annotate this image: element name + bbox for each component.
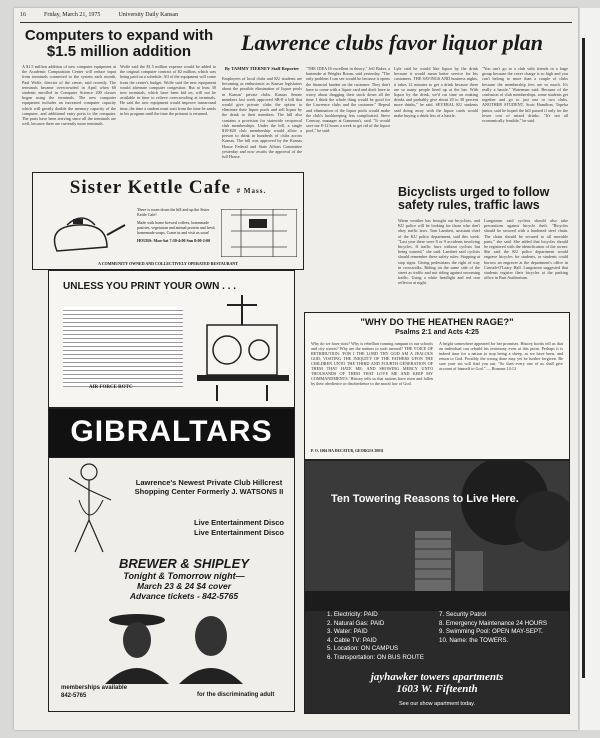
lawrence-byline: By TAMMY TIERNEY Staff Reporter	[224, 66, 300, 71]
kettle-illustration-icon	[37, 207, 133, 261]
gibraltars-club-ad	[48, 456, 295, 712]
towers-headline: Ten Towering Reasons to Live Here.	[331, 493, 519, 505]
reason-1: 1. Electricity: PAID	[327, 611, 378, 618]
heathen-verse: Psalms 2:1 and Acts 4:25	[395, 329, 479, 336]
sister-kettle-text	[137, 207, 217, 243]
reason-8: 8. Emergency Maintenance 24 HOURS	[439, 619, 547, 627]
printing-press-icon	[197, 285, 289, 401]
computers-body2: Wolfe said the $1.5 million expense would be added to the original computer contract of $2 million, which was being paid on a schedule. All of the equipment will come from the center's budget. Wolfe said the new equipment would alternate computer congestion. But at least 30 new terminals, which have been bid on, will not be available in time to relieve overcrowding at terminals. He said the new equipment would improve turnaround time, the time a student must wait from the time he sends in his program until the time the printout is returned.	[120, 64, 216, 116]
dancer-illustration-icon	[55, 460, 125, 556]
band-name: BREWER & SHIPLEY	[118, 556, 249, 571]
sister-kettle-num: #	[236, 187, 244, 195]
heathen-title: "WHY DO THE HEATHEN RAGE?"	[360, 317, 514, 328]
heathen-footer: P. O. 1004 HA DECATUR, GEORGIA 30031	[311, 449, 384, 453]
reason-7: 7. Security Patrol	[439, 611, 487, 618]
lawrence-col1: Employees of local clubs and KU students are becoming as enthusiastic as Kansas legislators about the possible elimination of liquor pools in Kansas' private clubs. Kansas Senate members last week approved SB-8 a bill that would give private clubs the option to eliminate their liquor pools and sell liquor by the drink to their members. The bill also contains a provision for statewide reciprocal club memberships. Under the bill, a single $10-$20 club membership would allow a person to drink in hundreds of clubs across Kansas. The bill was approved by the Kansas House Federal and State Affairs Committee yesterday and now awaits the approval of the full House.	[222, 76, 302, 160]
heathen-body2: A bright somewhere appeared for her promises. History books tell us that an individual can rebuild his testimony even at this point. Perhaps it is indeed time for a nation to stop being a sheep, as we have been, and return to God. Possibly the wrong done may yet be further forgiven. Be sure your sin will find you out. "So then every one of us shall give account of himself to God." — Romans 14:12	[439, 341, 563, 371]
print-ad-title: UNLESS YOU PRINT YOUR OWN . . .	[63, 281, 236, 292]
lawrence-col2: "THE IDEA IS excellent in theory," Jeff Baker, a bartender at Weights Room, said yesterday. "The only problem I can see would be because it opens the financial burden on the customer. They don't have to come with a liquor card and don't have to worry about dragging their stock down all the time. I think the whole thing would be good for the Lawrence clubs and the customer." Repeal and elimination of the liquor pools would make the club's bookkeeping less complicated, Steve Conway, manager at Gammon's, said. "It would save me 8-12 hours a week to get rid of the liquor pool," he said.	[306, 66, 390, 134]
computers-body-col2	[120, 64, 216, 168]
towers-photo-icon	[305, 461, 569, 611]
discriminating-adult: for the discriminating adult	[197, 692, 275, 698]
paper-name: University Daily Kansan	[118, 12, 179, 18]
bicycle-col2: Lungstrom said cyclists should also take precautions against bicycle theft. "Bicycles should be secured with a hardened steel chain. The chain should be secured to all movable parts," she said. She added that bicycles should be registered with the identification of the owner. She said the KU police department would engrave bicycles for students, or students could borrow an engraver at the department's office in Carruth-O'Leary Hall. Lungstrom suggested that students register their bicycles at the parking office in Burt Auditorium.	[484, 218, 568, 281]
lawrence-col4: "You can't go to a club with friends in a large group because the cover charge is so high and you can't belong to more than a couple of clubs because the membership fees are so much. It's really a hassle," Waterman said. Because of the confusion of club memberships, some students get together and go to just one or two clubs. ANOTHER STUDENT, Scott Hamilton, Topeka junior, said he hoped the bill passed if only for the lower cost of mixed drinks. "It's not all economically feasible," he said.	[482, 66, 568, 124]
club-tagline: Lawrence's Newest Private Club Hillcrest Shopping Center Formerly J. WATSONS II	[134, 478, 284, 496]
towers-name-block	[305, 671, 569, 695]
towers-show: See our show apartment today.	[398, 701, 476, 707]
sister-kettle-body: Made with home brewed coffees, homemade pastries, vegetarian and animal protein and fresh homemade soups. Come in and visit us soon!	[137, 220, 215, 235]
computers-headline: Computers to expand with $1.5 million addition	[24, 27, 214, 60]
next-page-edge	[580, 8, 600, 730]
air-force-rotc-ad	[48, 270, 295, 408]
brewer-shipley-block	[79, 556, 289, 601]
sister-kettle-hours: HOURS: Mon-Sat 7:30-4:00 Sun 8:00-2:00	[137, 238, 211, 243]
street-map-icon	[221, 209, 297, 257]
bicycle-headline: Bicyclists urged to follow safety rules, traffic laws	[398, 185, 550, 212]
computers-body-col1	[22, 64, 116, 168]
towers-address: 1603 W. Fifteenth	[396, 683, 478, 695]
reason-5: 5. Location: ON CAMPUS	[327, 645, 399, 653]
gibraltars-title: GIBRALTARS	[70, 415, 273, 448]
sister-kettle-name: Sister Kettle Cafe	[69, 177, 231, 198]
reason-2: 2. Natural Gas: PAID	[327, 619, 385, 627]
sister-kettle-mass: Mass.	[243, 187, 267, 195]
rotc-brand: AIR FORCE ROTC	[89, 385, 133, 390]
reason-10: 10. Name: the TOWERS.	[439, 636, 509, 644]
reason-3: 3. Water: PAID	[327, 628, 368, 636]
next-page-border	[582, 8, 600, 730]
towers-name: jayhawker towers apartments	[370, 671, 504, 683]
sister-kettle-title	[33, 177, 303, 199]
page-number: 16	[20, 12, 26, 18]
sister-kettle-footer: A COMMUNITY OWNED AND COLLECTIVELY OPERATED RESTAURANT	[98, 261, 238, 266]
heathen-body: Why do we have riots? Why is rebellion running rampant in our schools and city streets? Why are the nations in such turmoil? THE VOICE OF RETRIBUTION: 'FOR I THE LORD THY GOD AM A JEALOUS GOD, VISITING THE INIQUITY OF THE FATHERS UPON THE CHILDREN UNTO THE THIRD AND FOURTH GENERATION OF THEM THAT HATE ME; AND SHOWING MERCY UNTO THOUSANDS OF THEM THAT LOVE ME AND KEEP MY COMMANDMENTS.' History tells us that nations have risen and fallen by their obedience or disobedience to the moral law of God.	[311, 341, 433, 386]
show-cover: March 23 & 24 $4 cover	[136, 581, 232, 591]
membership-info	[61, 684, 127, 700]
club-entertainment: Live Entertainment Disco Live Entertainment Disco	[193, 518, 285, 537]
issue-date: Friday, March 21, 1975	[44, 12, 101, 18]
page-header	[20, 12, 572, 23]
lawrence-col3: Lyle said he would like liquor by the drink because it would mean better service for his customers. THE SAVINGS AND business nights, it takes 12 minutes to get a drink because there are so many people lined up at the bar. With liquor by the drink, we'd cut time on making drinks and probably give about 20 to 30 percent more drinks," he said. SEVERAL KU students said doing away with the liquor cards would make buying a drink less of a hassle.	[394, 66, 478, 118]
jayhawker-towers-ad	[304, 460, 570, 714]
computers-body: A $1.5 million addition of new computer equipment at the Academic Computation Center will reduce input from terminals connected to the system each month, Paul Wolfe, director of the center, said recently. The terminals became overcrowded in April when 60 students enrolled in Computer Science 200 classes began using the terminals. The new computer equipment includes an increased computer capacity which will greatly double the memory capacity of the computer, and additional entry ports to the computer. The parts have been arriving since all the terminals are well, because there are currently more terminals.	[22, 64, 116, 127]
reason-9: 9. Swimming Pool: OPEN MAY-SEPT.	[439, 628, 543, 636]
reason-4: 4. Cable TV: PAID	[327, 636, 377, 644]
membership-phone: 842-5765	[61, 693, 87, 699]
reasons-left	[327, 611, 424, 663]
lawrence-headline: Lawrence clubs favor liquor plan	[241, 30, 543, 55]
band-photo-icon	[89, 606, 259, 684]
membership-text: memberships available	[61, 685, 128, 691]
reasons-right	[439, 611, 547, 645]
sister-kettle-subtitle: There is room down the hill and up the Sister Kettle Cafe!	[137, 207, 210, 217]
newspaper-page	[14, 8, 578, 730]
show-tickets: Advance tickets - 842-5765	[129, 591, 239, 601]
reason-6: 6. Transportation: ON BUS ROUTE	[327, 653, 424, 661]
show-dates: Tonight & Tomorrow night—	[123, 571, 245, 581]
gibraltars-banner	[48, 408, 295, 458]
heathen-rage-ad	[304, 312, 570, 460]
print-ad-text-block	[63, 307, 183, 387]
bicycle-col1: Warm weather has brought out bicyclists, and KU police will be looking for those who don't obey traffic laws. Tom Lambert, assistant chief of the KU police department, said this week. "Last year there were 8 or 9 accidents involving bicycles. If traffic laws without cyclists but being warned," she said. Lambert said cyclists should remember these safety rules: Stopping at stop signs. Giving pedestrians the right of way in crosswalks. Riding on the same side of the street as traffic and not riding against oncoming traffic. Using a white headlight and red rear reflector at night.	[398, 218, 480, 286]
sister-kettle-ad	[32, 172, 304, 270]
